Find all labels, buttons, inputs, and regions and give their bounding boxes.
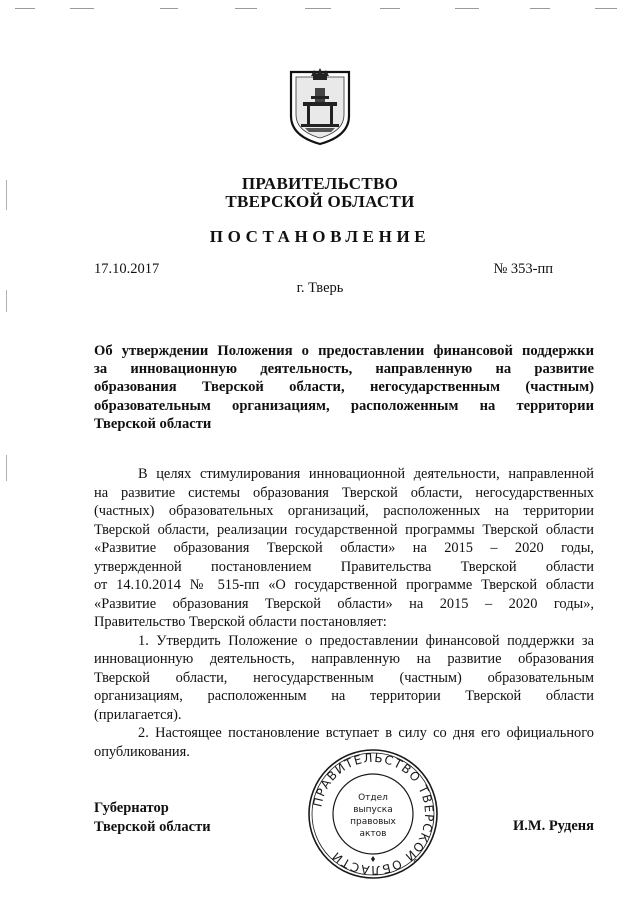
stamp-star-mark	[371, 856, 375, 862]
scan-edge	[6, 455, 7, 481]
body-line: опубликования.	[94, 743, 190, 760]
scan-mark	[15, 8, 35, 9]
document-date: 17.10.2017	[94, 261, 160, 277]
body-line: Тверской области, негосударственным (частным) образовательным	[94, 669, 594, 686]
title-line: образовательным организациям, расположенным на территории	[94, 397, 594, 414]
stamp-center-line: Отдел	[358, 793, 388, 803]
document-type-heading: ПОСТАНОВЛЕНИЕ	[209, 227, 431, 246]
body-line: 1. Утвердить Положение о предоставлении финансовой поддержки за	[138, 632, 594, 649]
body-line: «Развитие образования Тверской области» на 2015 – 2020 годы,	[94, 540, 594, 556]
body-line: утвержденной постановлением Правительства Тверской области	[94, 558, 594, 575]
document-number: № 353-пп	[493, 261, 553, 277]
body-line: инновационную деятельность, направленную на развитие образования	[94, 651, 594, 667]
body-line: 2. Настоящее постановление вступает в силу со дня его официального	[138, 725, 594, 741]
document-title	[94, 342, 594, 433]
body-line: (частных) образовательных организаций, расположенных на территории	[94, 503, 594, 519]
stamp-center-line: выпуска	[353, 805, 393, 815]
scan-mark	[455, 8, 479, 9]
stamp-center-line: актов	[359, 829, 387, 839]
title-line: за инновационную деятельность, направленную на развитие	[94, 361, 594, 378]
scan-mark	[595, 8, 617, 9]
scan-mark	[380, 8, 400, 9]
official-round-stamp	[305, 746, 441, 882]
scan-mark	[160, 8, 178, 9]
scan-mark	[305, 8, 331, 9]
signatory-name: И.М. Руденя	[512, 818, 594, 834]
government-title-line-2: ТВЕРСКОЙ ОБЛАСТИ	[225, 192, 415, 211]
body-line: Тверской области, реализации государственной программы Тверской области	[94, 521, 594, 538]
document-body	[94, 465, 594, 761]
body-line: на развитие системы образования Тверской области, негосударственных	[94, 484, 594, 501]
government-title-line-1: ПРАВИТЕЛЬСТВО	[241, 174, 399, 193]
title-line: Тверской области	[94, 415, 212, 432]
signatory-position	[94, 799, 211, 837]
coat-of-arms-emblem	[287, 66, 353, 146]
body-line: В целях стимулирования инновационной деятельности, направленной	[138, 466, 594, 482]
body-line: «Развитие образования Тверской области» на 2015 – 2020 годы»,	[94, 595, 594, 612]
signatory-position-line-2: Тверской области	[94, 819, 211, 835]
stamp-center-line: правовых	[350, 817, 396, 827]
title-line: образования Тверской области, негосударственным (частным)	[94, 379, 594, 396]
body-line: организациям, расположенным на территории Тверской области	[94, 688, 594, 704]
title-line: Об утверждении Положения о предоставлении финансовой поддержки	[94, 343, 594, 359]
body-line: от 14.10.2014 № 515-пп «О государственной программе Тверской области	[94, 577, 594, 593]
document-city: г. Тверь	[296, 280, 344, 296]
stamp-ring-text: ПРАВИТЕЛЬСТВО ТВЕРСКОЙ ОБЛАСТИ	[310, 750, 437, 878]
scan-mark	[235, 8, 257, 9]
scan-mark	[530, 8, 550, 9]
body-line: Правительство Тверской области постановляет:	[94, 614, 387, 630]
body-line: (прилагается).	[94, 706, 182, 723]
signatory-position-line-1: Губернатор	[94, 800, 169, 816]
scan-mark	[70, 8, 94, 9]
